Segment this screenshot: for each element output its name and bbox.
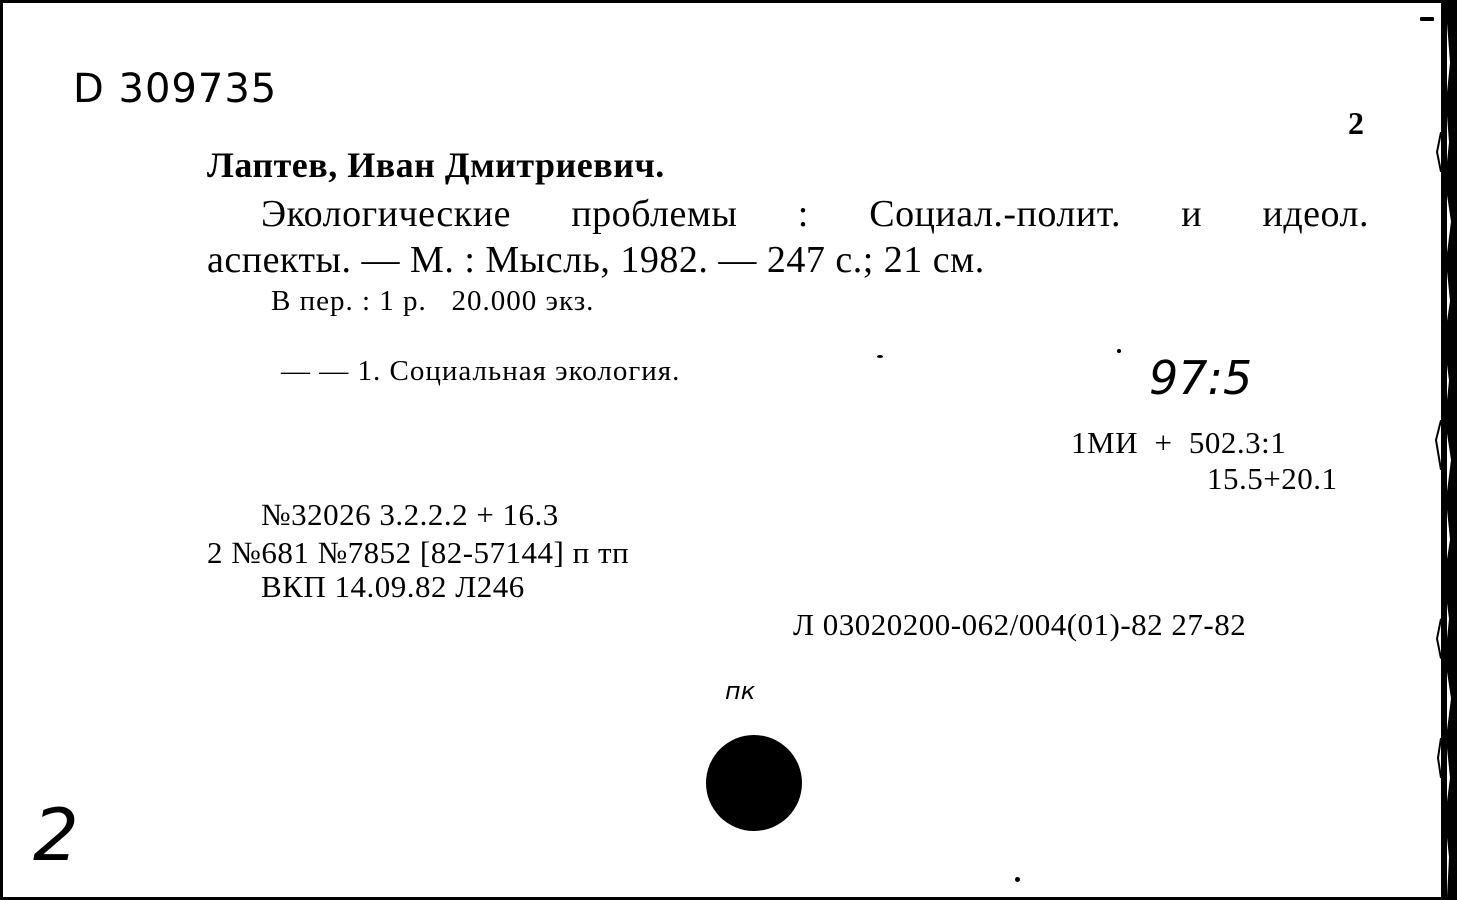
inventory-number: D 309735: [73, 66, 278, 112]
publisher-code: Л 03020200-062/004(01)-82 27-82: [793, 607, 1247, 642]
handwritten-initials: пк: [725, 677, 756, 705]
registration-line-2: 2 №681 №7852 [82-57144] п тп: [207, 535, 630, 570]
title-line-1: Экологические проблемы : Социал.-полит. и идеол.: [261, 193, 1369, 235]
registration-line-3: ВКП 14.09.82 Л246: [261, 569, 525, 604]
speck: [877, 355, 883, 358]
handwritten-mark: 2: [33, 793, 79, 877]
shelf-mark: 97:5: [1149, 351, 1253, 405]
torn-right-edge: [1431, 3, 1457, 897]
speck: [1117, 349, 1121, 353]
speck: [1015, 877, 1020, 882]
author-heading: Лаптев, Иван Дмитриевич.: [207, 145, 665, 185]
subject-heading: — — 1. Социальная экология.: [281, 355, 681, 387]
classification-2: 15.5+20.1: [1207, 461, 1338, 496]
classification-1: 1МИ + 502.3:1: [1071, 425, 1287, 460]
title-line-2: аспекты. — М. : Мысль, 1982. — 247 с.; 21 см.: [207, 239, 985, 281]
card-number: 2: [1348, 105, 1364, 141]
punch-hole: [706, 735, 802, 831]
registration-line-1: №32026 3.2.2.2 + 16.3: [261, 497, 559, 532]
price-line: В пер. : 1 р. 20.000 экз.: [271, 285, 595, 317]
